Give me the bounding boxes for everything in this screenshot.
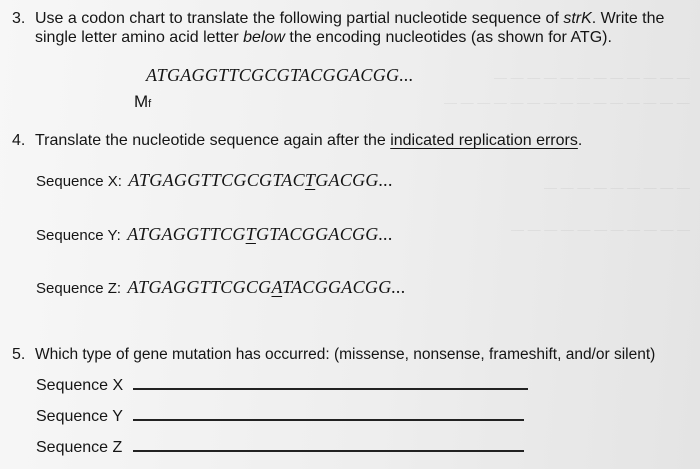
question-3-line-2-start: single letter amino acid letter — [35, 29, 244, 46]
question-3-number: 3. — [12, 10, 26, 27]
sequence-x — [128, 170, 393, 190]
sequence-y-row — [36, 224, 393, 245]
sequence-y-end: GTACGGACGG... — [255, 224, 394, 244]
sequence-z-mutation: A — [271, 277, 283, 297]
show-through-texture: — — — — — — — — — — — — — — — — [444, 95, 690, 110]
sequence-x-end: GACGG... — [315, 170, 394, 190]
show-through-texture: — — — — — — — — — — — — [510, 222, 690, 237]
answer-label-y: Sequence Y — [36, 408, 123, 425]
sequence-x-row — [36, 170, 393, 191]
answer-label-z: Sequence Z — [36, 439, 123, 456]
question-3-sequence: ATGAGGTTCGCGTACGGACGG... — [146, 65, 414, 85]
sequence-z-start: ATGAGGTTCGCG — [127, 277, 272, 297]
gene-name: strK — [563, 10, 592, 27]
question-4-text-start: Translate the nucleotide sequence again after the — [35, 132, 391, 149]
example-answer-letter: M — [134, 92, 149, 111]
sequence-z-label: Sequence Z: — [36, 280, 122, 297]
below-emphasis: below — [243, 29, 285, 46]
sequence-z — [128, 277, 406, 297]
question-3-line-1-start: Use a codon chart to translate the following partial nucleotide sequence of — [35, 10, 564, 27]
answer-line-y[interactable] — [133, 419, 524, 421]
answer-line-z[interactable] — [133, 450, 524, 452]
sequence-y-mutation: T — [245, 224, 256, 244]
question-3-line-1-end: . Write the — [591, 10, 665, 27]
sequence-y — [127, 224, 393, 244]
answer-label-x: Sequence X — [36, 377, 124, 394]
question-5-number: 5. — [12, 346, 26, 363]
question-3-line-2-end: the encoding nucleotides (as shown for ATG). — [284, 29, 612, 46]
sequence-y-start: ATGAGGTTCG — [127, 224, 246, 244]
sequence-z-end: TACGGACGG... — [282, 277, 406, 297]
example-answer — [134, 92, 151, 112]
sequence-y-label: Sequence Y: — [36, 227, 121, 244]
sequence-z-row — [36, 277, 406, 298]
question-3-line-1 — [35, 9, 664, 28]
answer-line-x[interactable] — [133, 388, 528, 390]
replication-errors-phrase: indicated replication errors — [390, 132, 578, 149]
question-4-number: 4. — [12, 132, 26, 149]
sequence-x-start: ATGAGGTTCGCGTAC — [128, 170, 305, 190]
question-3-line-2 — [35, 28, 612, 47]
question-5-text: Which type of gene mutation has occurred: (missense, nonsense, frameshift, and/or silent) — [35, 346, 656, 363]
question-4-text-end: . — [577, 132, 583, 149]
show-through-texture: — — — — — — — — — — [544, 180, 690, 195]
sequence-x-label: Sequence X: — [36, 173, 122, 190]
show-through-texture: — — — — — — — — — — — — — [494, 70, 690, 85]
sequence-x-mutation: T — [304, 170, 316, 190]
question-4-text — [35, 131, 582, 150]
example-answer-cursor: f — [148, 98, 152, 110]
